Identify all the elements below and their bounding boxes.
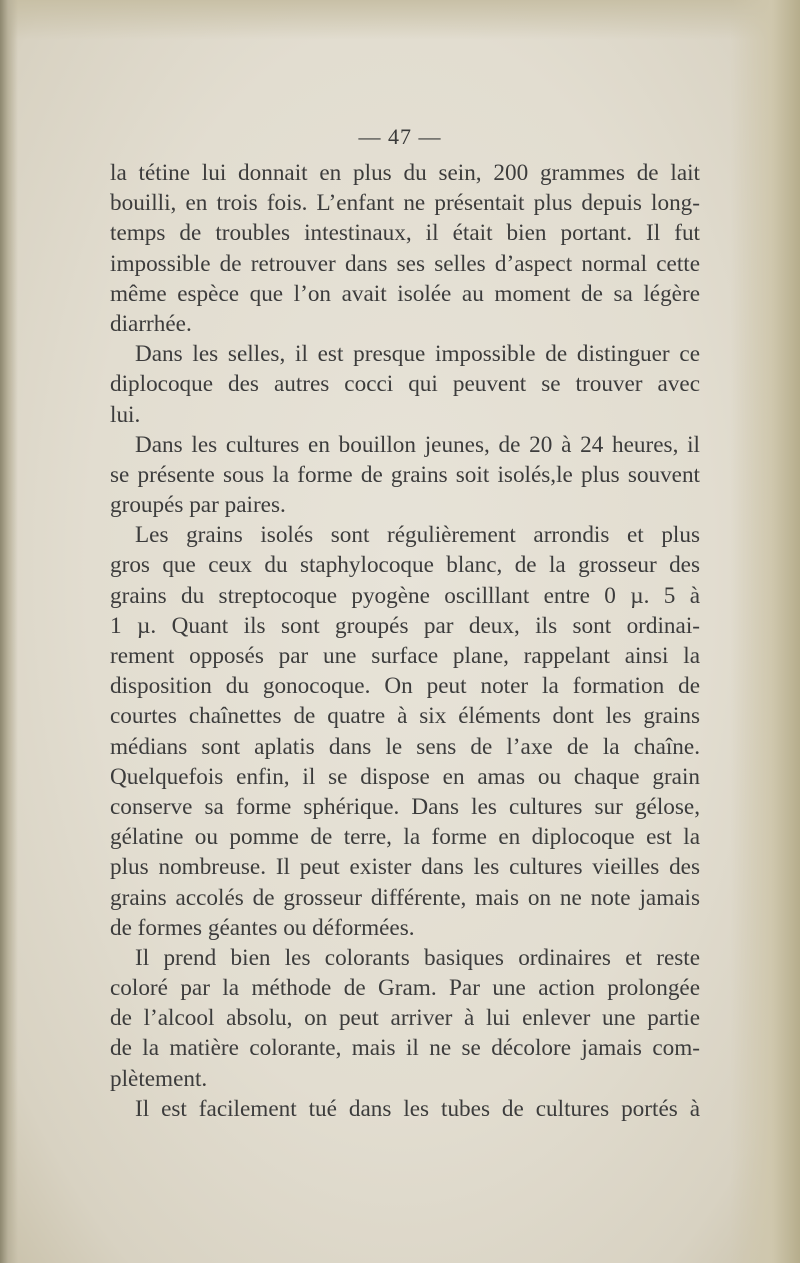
text-line: Quelquefois enfin, il se dispose en amas ou chaque grain [110, 763, 700, 790]
text-line: de la matière colorante, mais il ne se décolore jamais com- [110, 1035, 700, 1062]
text-line: 1 µ. Quant ils sont groupés par deux, ils sont ordinai- [110, 612, 700, 639]
page-number: — 47 — [358, 124, 442, 149]
text-line: Les grains isolés sont régulièrement arrondis et plus [135, 522, 700, 549]
text-line: plus nombreuse. Il peut exister dans les cultures vieilles des [110, 854, 700, 881]
text-line: grains accolés de grosseur différente, mais on ne note jamais [110, 884, 700, 911]
page-shadow-top [0, 0, 800, 40]
text-line: gros que ceux du staphylocoque blanc, de la grosseur des [110, 552, 700, 579]
text-line: Dans les selles, il est presque impossible de distinguer ce [135, 341, 700, 368]
text-line: même espèce que l’on avait isolée au moment de sa légère [110, 280, 700, 307]
text-line: la tétine lui donnait en plus du sein, 200 grammes de lait [110, 160, 700, 186]
text-line: bouilli, en trois fois. L’enfant ne présentait plus depuis long- [110, 190, 700, 217]
text-line: de formes géantes ou déformées. [110, 914, 415, 941]
text-line: Il prend bien les colorants basiques ordinaires et reste [135, 944, 700, 971]
text-line: temps de troubles intestinaux, il était bien portant. Il fut [110, 220, 700, 247]
body-text [110, 158, 700, 1124]
text-line: Il est facilement tué dans les tubes de cultures portés à [135, 1095, 700, 1122]
text-line: disposition du gonocoque. On peut noter la formation de [110, 673, 700, 700]
text-line: de l’alcool absolu, on peut arriver à lui enlever une partie [110, 1005, 700, 1032]
text-line: courtes chaînettes de quatre à six éléments dont les grains [110, 703, 700, 730]
text-line: plètement. [110, 1065, 208, 1092]
text-line: se présente sous la forme de grains soit isolés,le plus souvent [110, 461, 700, 488]
text-line: rement opposés par une surface plane, rappelant ainsi la [110, 643, 700, 669]
text-line: Dans les cultures en bouillon jeunes, de 20 à 24 heures, il [135, 431, 700, 458]
text-line: coloré par la méthode de Gram. Par une action prolongée [110, 975, 700, 1002]
text-line: diplocoque des autres cocci qui peuvent se trouver avec [110, 371, 700, 398]
text-line: gélatine ou pomme de terre, la forme en diplocoque est la [110, 824, 700, 851]
text-line: conserve sa forme sphérique. Dans les cultures sur gélose, [110, 793, 700, 820]
text-line: impossible de retrouver dans ses selles d’aspect normal cette [110, 250, 700, 277]
text-line: lui. [110, 401, 141, 428]
page-binding-edge [0, 0, 18, 1263]
text-line: diarrhée. [110, 310, 192, 337]
page-shadow-right [730, 0, 800, 1263]
text-line: grains du streptocoque pyogène oscilllant entre 0 µ. 5 à [110, 582, 700, 609]
text-line: médians sont aplatis dans le sens de l’axe de la chaîne. [110, 733, 700, 760]
text-line: groupés par paires. [110, 492, 286, 519]
